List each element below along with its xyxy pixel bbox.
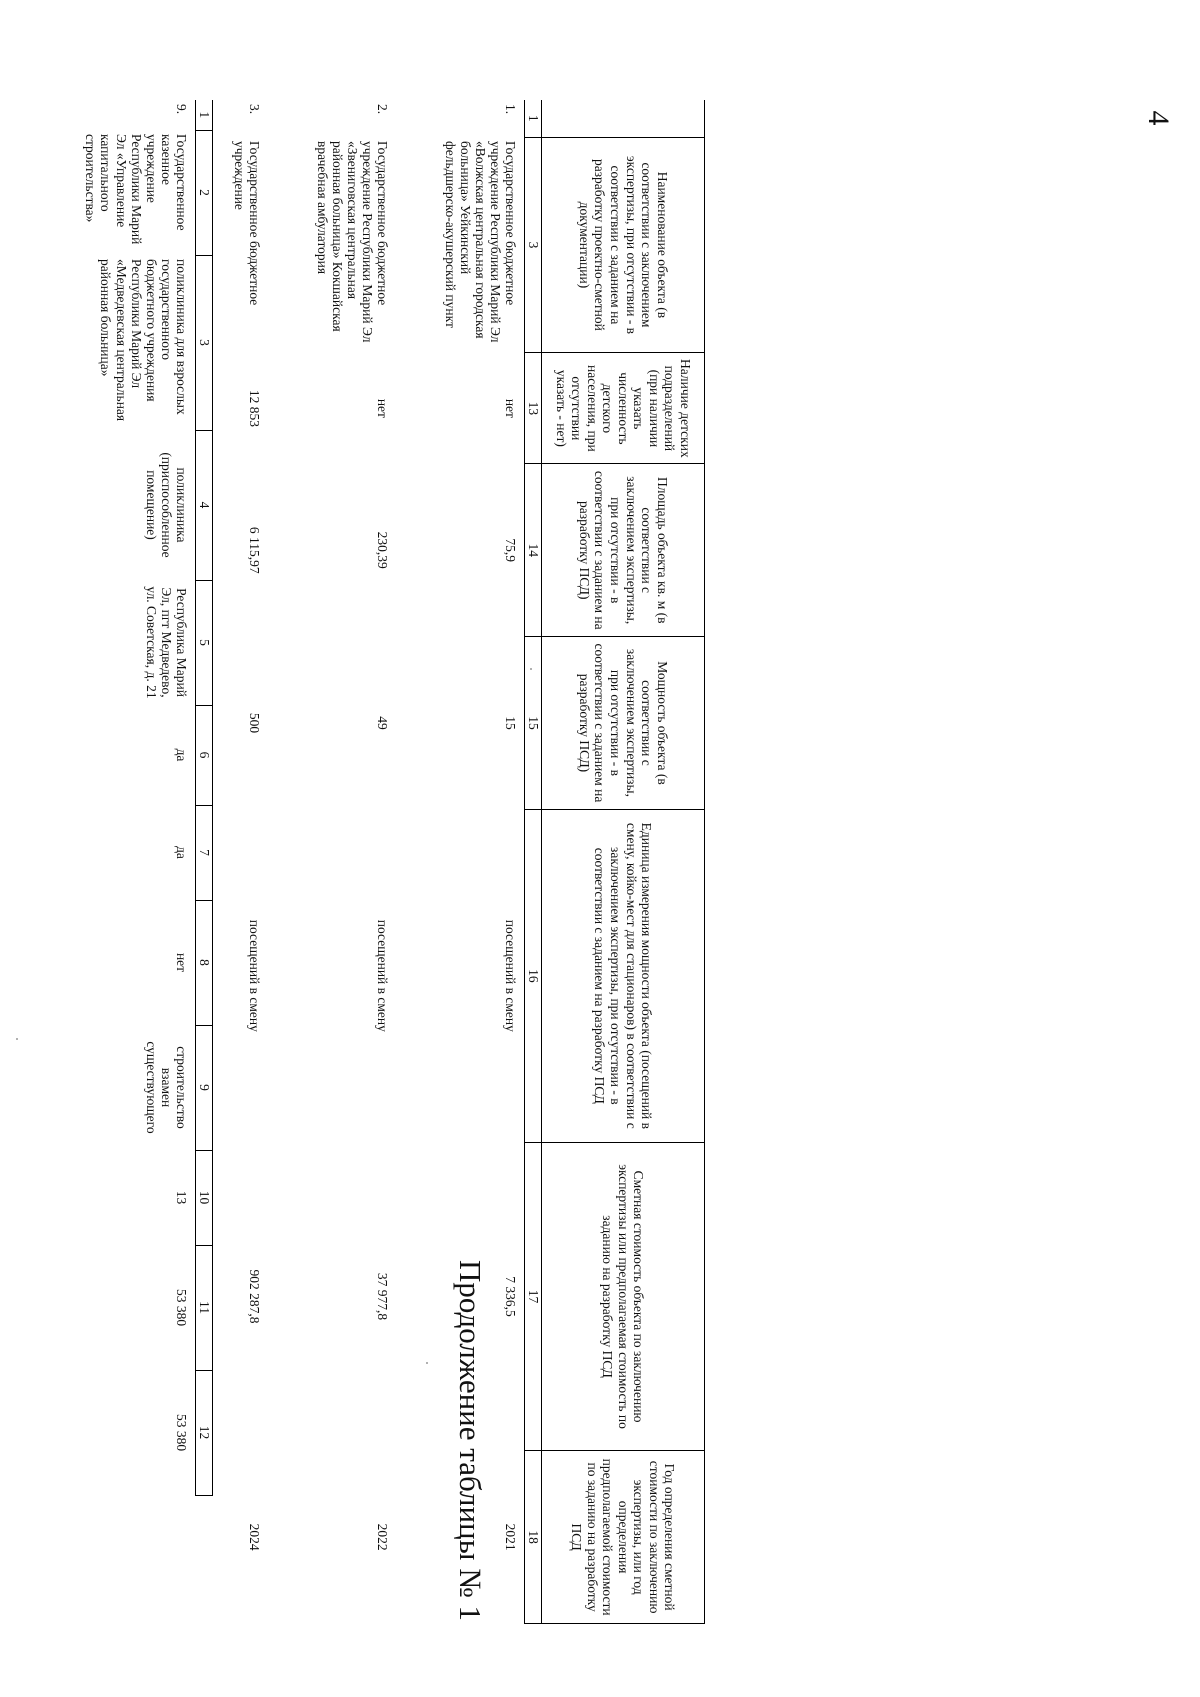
- column-number: 2: [196, 130, 213, 255]
- row-number: 3.: [247, 104, 262, 115]
- row-number: 9.: [174, 104, 189, 115]
- column-number-row: [525, 100, 542, 1624]
- year-cell: 2024: [247, 1523, 262, 1551]
- cost-cell: 902 287,8: [247, 1269, 262, 1324]
- table-row: [81, 100, 195, 1495]
- col6-cell: да: [174, 748, 189, 762]
- header-cell: Площадь объекта кв. м (в соответствии с заключением экспертизы, при отсутствии - в соответствии с заданием на разработку ПСД): [542, 464, 705, 637]
- cost-cell: 37 977,8: [375, 1272, 390, 1321]
- table-part-1: [81, 100, 213, 1496]
- scan-speck: [426, 1362, 428, 1364]
- capacity-cell: 49: [375, 716, 390, 730]
- row-number: 2.: [375, 104, 390, 115]
- unit-cell: посещений в смену: [375, 919, 390, 1032]
- children-cell: нет: [375, 398, 390, 418]
- col11-cell: 53 380: [174, 1288, 189, 1327]
- object-name-cell: Государственное бюджетное учреждение: [231, 141, 262, 306]
- scan-speck: [530, 668, 532, 670]
- year-cell: 2021: [503, 1523, 518, 1551]
- table-row: [200, 100, 268, 1624]
- column-number: 6: [196, 705, 213, 805]
- column-number: 14: [525, 464, 542, 637]
- col12-cell: 53 380: [174, 1413, 189, 1452]
- unit-cell: посещений в смену: [503, 919, 518, 1032]
- col8-cell: нет: [174, 952, 189, 973]
- capacity-cell: 15: [503, 716, 518, 730]
- column-number: 8: [196, 900, 213, 1025]
- area-cell: 230,39: [375, 531, 390, 569]
- header-cell: Сметная стоимость объекта по заключению экспертизы или предполагаемая стоимость по заданию на разработку ПСД: [542, 1142, 705, 1450]
- object-name-cell: Государственное бюджетное учреждение Республики Марий Эл «Волжская центральная городская больница» Уейкинский фельдшерско-акушерский пункт: [442, 141, 518, 343]
- header-cell: Наименование объекта (в соответствии с заключением экспертизы, при отсутствии - в соответствии с заданием на разработку проектно-сметной документации): [542, 137, 705, 353]
- column-number: 11: [196, 1245, 213, 1370]
- header-cell: [542, 100, 705, 137]
- table-part-2: [200, 100, 705, 1624]
- header-cell: Единица измерения мощности объекта (посещений в смену, койко-мест для стационаров) в соответствии с заключением экспертизы, при отсутствии - в соответствии с заданием на разработку ПСД: [542, 809, 705, 1142]
- header-cell: Год определения сметной стоимости по заключению экспертизы, или год определения предполагаемой стоимости по заданию на разработку ПСД: [542, 1451, 705, 1624]
- column-number: 9: [196, 1025, 213, 1150]
- cost-cell: 7 336,5: [503, 1276, 518, 1317]
- header-cell: Мощность объекта (в соответствии с заключением экспертизы, при отсутствии - в соответствии с заданием на разработку ПСД): [542, 637, 705, 810]
- column-number: 10: [196, 1150, 213, 1245]
- column-number: 17: [525, 1142, 542, 1450]
- address-cell: Республика Марий Эл, пгт Медведево, ул. Советская, д. 21: [143, 586, 189, 699]
- column-number: 13: [525, 353, 542, 464]
- table-row: [268, 100, 396, 1624]
- scan-speck: [16, 1038, 18, 1040]
- column-number: 5: [196, 580, 213, 705]
- column-number: 1: [525, 100, 542, 137]
- column-number: 3: [196, 255, 213, 430]
- continuation-title: Продолжение таблицы № 1: [453, 1260, 488, 1622]
- children-cell: нет: [503, 398, 518, 418]
- column-number: 1: [196, 100, 213, 130]
- column-number: 7: [196, 805, 213, 900]
- area-cell: 6 115,97: [247, 526, 262, 574]
- children-cell: 12 853: [247, 389, 262, 427]
- col9-cell: строительство взамен существующего: [143, 1041, 189, 1134]
- table-row: [396, 100, 525, 1624]
- header-cell: Наличие детских подразделений (при наличии указать численность детского населения, при отсутствии указать - нет): [542, 353, 705, 464]
- column-number: 18: [525, 1451, 542, 1624]
- header-row: [542, 100, 705, 1624]
- column-number: 15: [525, 637, 542, 810]
- object-type-cell: поликлиника (приспособленное помещение): [143, 452, 189, 558]
- column-number: 4: [196, 430, 213, 580]
- customer-cell: Государственное казенное учреждение Республики Марий Эл «Управление капитального строительства»: [83, 134, 189, 245]
- year-cell: 2022: [375, 1523, 390, 1551]
- unit-cell: посещений в смену: [247, 919, 262, 1032]
- object-name-cell: Государственное бюджетное учреждение Республики Марий Эл «Звениговская центральная районная больница» Кокшайская врачебная амбулатория: [314, 141, 390, 343]
- page-number: 4: [1142, 110, 1175, 126]
- column-number: 3: [525, 137, 542, 353]
- row-number: 1.: [503, 104, 518, 115]
- column-number: 16: [525, 809, 542, 1142]
- col7-cell: да: [174, 846, 189, 859]
- object-name-cell: поликлиника для взрослых государственного бюджетного учреждения Республики Марий Эл «Медведевская центральная районная больница»: [98, 259, 189, 422]
- area-cell: 75,9: [503, 538, 518, 563]
- col10-cell: 13: [174, 1190, 189, 1205]
- column-number: 12: [196, 1370, 213, 1495]
- capacity-cell: 500: [247, 712, 262, 734]
